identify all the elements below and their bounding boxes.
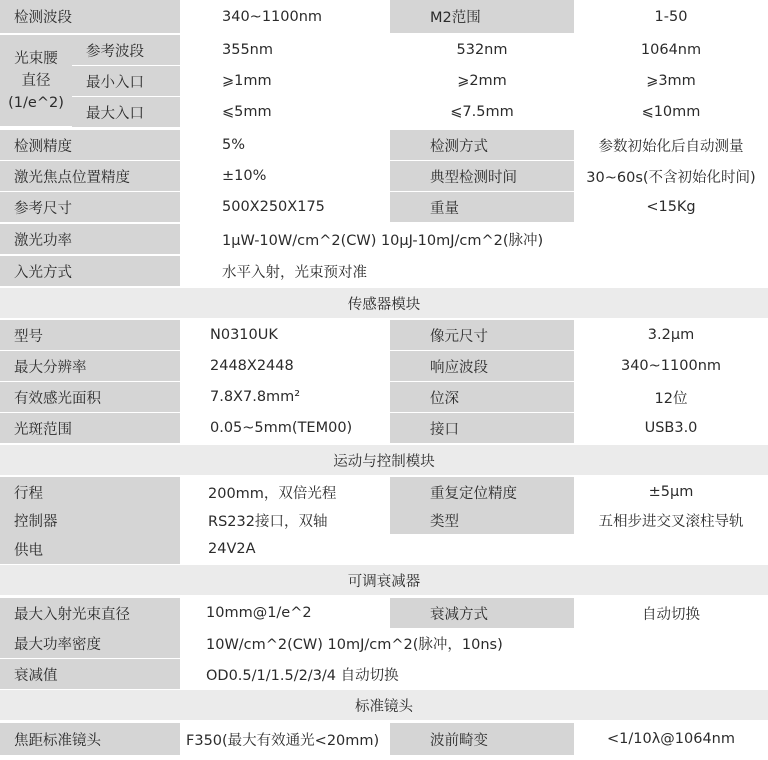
interface-label: 接口 <box>390 413 574 443</box>
precision-label: 检测精度 <box>0 130 180 160</box>
input-mode-value: 水平入射，光束预对准 <box>180 256 768 286</box>
sensing-area-value: 7.8X7.8mm² <box>180 382 390 412</box>
typical-time-value: 30~60s(不含初始化时间) <box>574 161 768 191</box>
min-entry-1064: ⩾3mm <box>574 66 768 96</box>
weight-value: <15Kg <box>574 192 768 222</box>
stage-type-value: 五相步进交叉滚柱导轨 <box>574 505 768 535</box>
travel-label: 行程 <box>0 477 180 507</box>
spot-range-label: 光斑范围 <box>0 413 180 443</box>
ref-band-1064: 1064nm <box>574 35 768 65</box>
laser-power-label: 激光功率 <box>0 224 180 254</box>
bit-depth-value: 12位 <box>574 382 768 412</box>
max-entry-532: ⩽7.5mm <box>390 97 574 127</box>
bit-depth-label: 位深 <box>390 382 574 412</box>
weight-label: 重量 <box>390 192 574 222</box>
method-label: 检测方式 <box>390 130 574 160</box>
wavelength-label: 检测波段 <box>0 0 180 33</box>
size-value: 500X250X175 <box>180 192 390 222</box>
max-entry-label: 最大入口 <box>72 97 180 127</box>
model-value: N0310UK <box>180 320 390 350</box>
spot-range-value: 0.05~5mm(TEM00) <box>180 413 390 443</box>
waist-group-line2: 直径 <box>21 72 51 89</box>
travel-value: 200mm，双倍光程 <box>180 477 390 507</box>
ref-band-532: 532nm <box>390 35 574 65</box>
atten-mode-value: 自动切换 <box>574 598 768 628</box>
pixel-size-label: 像元尺寸 <box>390 320 574 350</box>
m2-label: M2范围 <box>390 0 574 33</box>
input-mode-label: 入光方式 <box>0 256 180 286</box>
focal-lens-label: 焦距标准镜头 <box>0 723 180 755</box>
focus-accuracy-label: 激光焦点位置精度 <box>0 161 180 191</box>
wavefront-label: 波前畸变 <box>390 723 574 755</box>
focal-lens-value: F350(最大有效通光<20mm) <box>180 723 390 755</box>
waist-group-line1: 光束腰 <box>14 50 58 67</box>
size-label: 参考尺寸 <box>0 192 180 222</box>
pixel-size-value: 3.2μm <box>574 320 768 350</box>
atten-value-value: OD0.5/1/1.5/2/3/4 自动切换 <box>180 659 768 689</box>
resolution-label: 最大分辨率 <box>0 351 180 381</box>
interface-value: USB3.0 <box>574 413 768 443</box>
stage-type-label: 类型 <box>390 505 574 535</box>
atten-value-label: 衰减值 <box>0 659 180 689</box>
min-entry-355: ⩾1mm <box>180 66 390 96</box>
sensor-section-title: 传感器模块 <box>0 288 768 318</box>
attenuator-section-title: 可调衰减器 <box>0 565 768 595</box>
wavefront-value: <1/10λ@1064nm <box>574 723 768 755</box>
wavelength-value: 340~1100nm <box>180 0 390 33</box>
controller-label: 控制器 <box>0 505 180 535</box>
lens-section-title: 标准镜头 <box>0 690 768 720</box>
response-band-label: 响应波段 <box>390 351 574 381</box>
repeat-accuracy-value: ±5μm <box>574 477 768 507</box>
m2-value: 1-50 <box>574 0 768 33</box>
min-entry-532: ⩾2mm <box>390 66 574 96</box>
model-label: 型号 <box>0 320 180 350</box>
motion-section-title: 运动与控制模块 <box>0 445 768 475</box>
power-supply-label: 供电 <box>0 534 180 564</box>
min-entry-label: 最小入口 <box>72 66 180 96</box>
beam-diameter-label: 最大入射光束直径 <box>0 598 180 628</box>
max-entry-1064: ⩽10mm <box>574 97 768 127</box>
waist-group-line3: (1/e^2) <box>8 94 64 111</box>
laser-power-value: 1μW-10W/cm^2(CW) 10μJ-10mJ/cm^2(脉冲) <box>180 224 768 254</box>
controller-value: RS232接口，双轴 <box>180 505 390 535</box>
beam-diameter-value: 10mm@1/e^2 <box>180 598 390 628</box>
precision-value: 5% <box>180 130 390 160</box>
power-supply-value: 24V2A <box>180 534 768 564</box>
typical-time-label: 典型检测时间 <box>390 161 574 191</box>
power-density-value: 10W/cm^2(CW) 10mJ/cm^2(脉冲，10ns) <box>180 628 768 658</box>
sensing-area-label: 有效感光面积 <box>0 382 180 412</box>
response-band-value: 340~1100nm <box>574 351 768 381</box>
atten-mode-label: 衰减方式 <box>390 598 574 628</box>
resolution-value: 2448X2448 <box>180 351 390 381</box>
repeat-accuracy-label: 重复定位精度 <box>390 477 574 507</box>
max-entry-355: ⩽5mm <box>180 97 390 127</box>
method-value: 参数初始化后自动测量 <box>574 130 768 160</box>
ref-band-label: 参考波段 <box>72 35 180 65</box>
focus-accuracy-value: ±10% <box>180 161 390 191</box>
ref-band-355: 355nm <box>180 35 390 65</box>
power-density-label: 最大功率密度 <box>0 628 180 658</box>
beam-waist-group-label <box>0 35 72 126</box>
